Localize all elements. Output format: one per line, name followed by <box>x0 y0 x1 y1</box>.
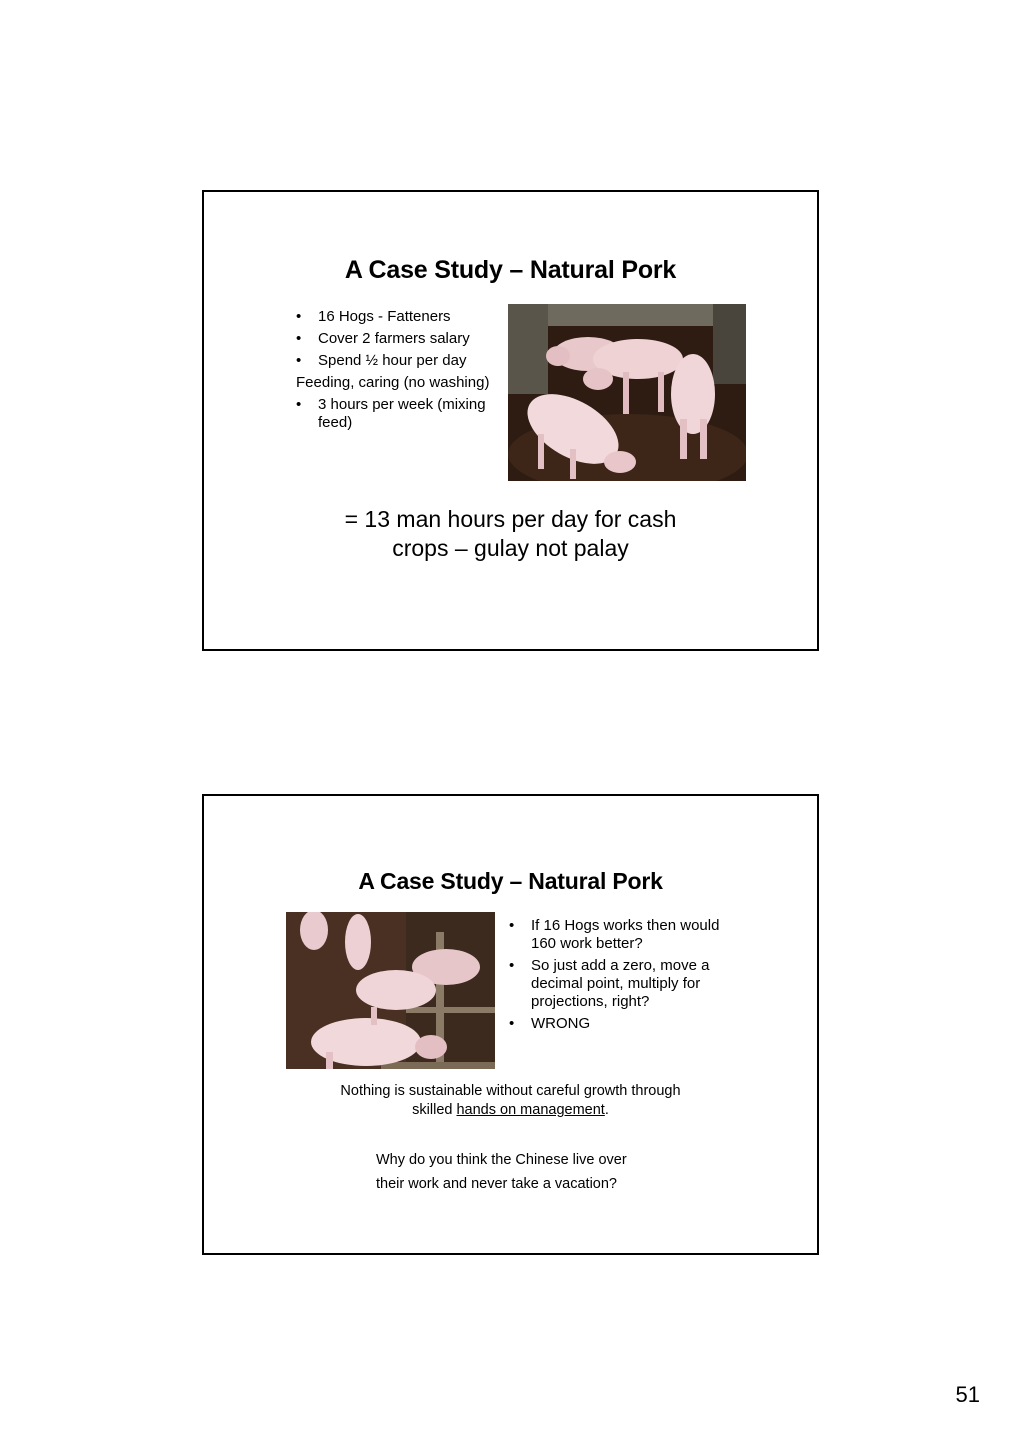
note-text: . <box>604 1102 609 1118</box>
list-item: • Spend ½ hour per day <box>296 352 506 370</box>
note-text: skilled <box>412 1102 457 1118</box>
note-line: Nothing is sustainable without careful growth through <box>340 1083 681 1099</box>
sustainability-note <box>204 1082 817 1120</box>
bullet-list <box>296 308 506 436</box>
question-line: their work and never take a vacation? <box>376 1176 617 1192</box>
list-item: • So just add a zero, move a decimal point, multiply for projections, right? <box>509 957 724 1011</box>
page-number: 51 <box>955 1382 980 1407</box>
hands-on-management-text: hands on management <box>456 1102 605 1118</box>
bullet-list <box>509 917 724 1037</box>
question-line: Why do you think the Chinese live over <box>376 1152 627 1168</box>
slide-1 <box>202 190 819 651</box>
sub-text: Feeding, caring (no washing) <box>296 374 490 391</box>
pigs-photo <box>286 912 495 1069</box>
summary-line: crops – gulay not palay <box>392 535 629 561</box>
summary-text <box>204 505 817 563</box>
question-text <box>376 1148 676 1196</box>
list-item: • 16 Hogs - Fatteners <box>296 308 506 326</box>
pigs-photo <box>508 304 746 481</box>
note-line <box>204 1101 817 1120</box>
list-item: • Cover 2 farmers salary <box>296 330 506 348</box>
slide-2 <box>202 794 819 1255</box>
list-item: • 3 hours per week (mixing feed) <box>296 396 506 432</box>
list-item: • WRONG <box>509 1015 724 1033</box>
slide-title: A Case Study – Natural Pork <box>344 256 677 284</box>
summary-line: = 13 man hours per day for cash <box>344 506 677 532</box>
list-item: • If 16 Hogs works then would 160 work better? <box>509 917 724 953</box>
slide-title: A Case Study – Natural Pork <box>358 868 663 894</box>
